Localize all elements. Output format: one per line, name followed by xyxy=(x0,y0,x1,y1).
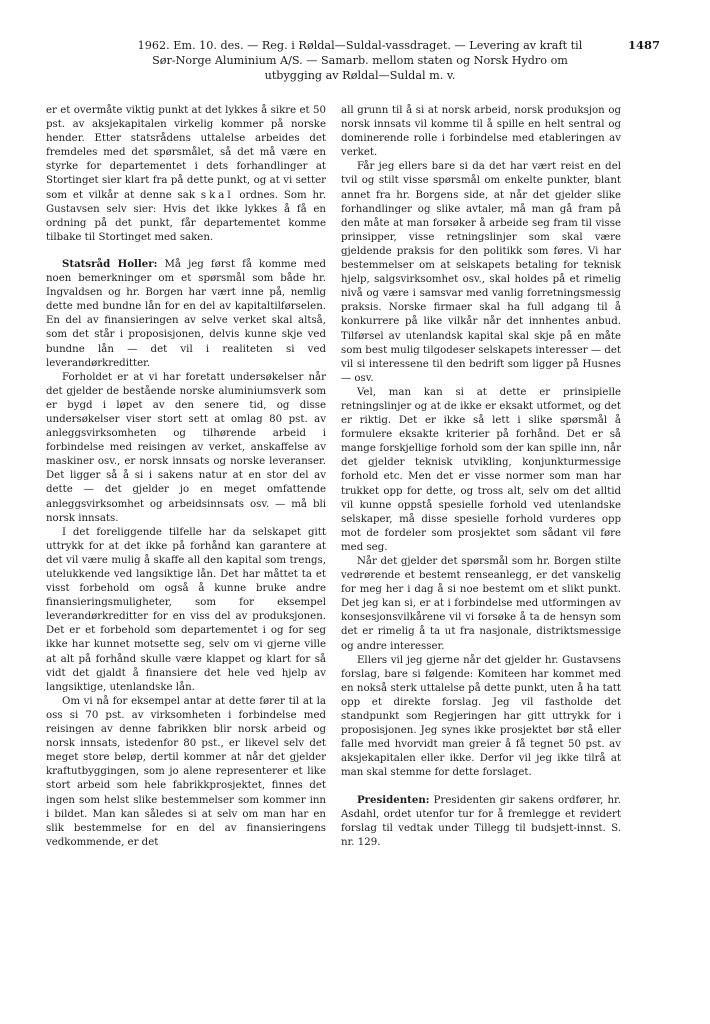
paragraph: Ellers vil jeg gjerne når det gjelder hr. Gustavsens forslag, bare si følgende: Komiteen har kommet med en nokså sterk uttalelse på dette punkt, uten å ha tatt opp et direkte forslag. Jeg vil fastholde det standpunkt som Regjeringen har gitt uttrykk for i proposisjonen. Jeg synes ikke prosjektet bør stå eller falle med hvorvidt man greier å få tegnet 50 pst. av aksjekapitalen eller ikke. Derfor vil jeg ikke tilrå at man skal stemme for dette forslaget. xyxy=(341,654,621,779)
paragraph: Får jeg ellers bare si da det har vært reist en del tvil og stilt visse spørsmål om enkelte punkter, blant annet fra hr. Borgens side, at når det gjelder slike forhandlinger og slike avtaler, må man gå fram på den måte at man forsøker å arbeide seg fram til visse prinsipper, visse retningslinjer som skal være gjeldende praksis for den politikk som føres. Vi har bestemmelser om at selskapets betaling for teknisk hjelp, salgsvirksomhet osv., skal holdes på et rimelig nivå og være i samsvar med vanlig forretningsmessig praksis. Norske firmaer skal ha full adgang til å konkurrere på like vilkår når det innhentes anbud. Tilførsel av utenlandsk kapital skal skje på en måte som best mulig tilgodeser selskapets interesser — det vil si interessene til den bedrift som ligger på Husnes — osv. xyxy=(341,161,621,384)
header-line-1: 1962. Em. 10. des. — Reg. i Røldal—Suldal-vassdraget. — Levering av kraft til xyxy=(137,39,583,52)
page-number: 1487 xyxy=(627,38,660,52)
paragraph: Om vi nå for eksempel antar at dette fører til at la oss si 70 pst. av virksomheten i forbindelse med reisingen av denne fabrikken blir norsk arbeid og norsk innsats, istedenfor 80 pst., er likevel selv det meget store beløp, dertil kommer at når det gjelder kraftutbyggingen, som jo alene representerer et like stort arbeid som hele fabrikkprosjektet, finnes det ingen som helst slike bestemmelser som kommer inn i bildet. Man kan således si at selv om man har en slik bestemmelse for en del av finansieringens vedkommende, er det xyxy=(46,695,326,848)
header-line-3: utbygging av Røldal—Suldal m. v. xyxy=(264,69,456,82)
paragraph xyxy=(46,104,326,245)
header-line-2: Sør-Norge Aluminium A/S. — Samarb. mellom staten og Norsk Hydro om xyxy=(152,54,568,67)
paragraph-text: Må jeg først få komme med noen bemerkninger om et spørsmål som både hr. Ingvaldsen og hr. Borgen har vært inne på, nemlig dette med bundne lån for en del av kapitaltilførselen. En del av finansieringen av selve verket skal altså, som det står i proposisjonen, delvis kunne skje ved bundne lån — det vil i realiteten si ved leverandørkreditter. xyxy=(46,258,326,369)
emphasized-word: skal xyxy=(200,189,234,201)
speaker-name: Statsråd Holler: xyxy=(62,257,158,270)
paragraph: Forholdet er at vi har foretatt undersøkelser når det gjelder de bestående norske aluminiumsverk som er bygd i løpet av den senere tid, og disse undersøkelser viser stort sett at omlag 80 pst. av anleggsvirksomheten og tilhørende arbeid i forbindelse med reisingen av verket, anskaffelse av maskiner osv., er norsk innsats og norske leveranser. Det ligger så å si i sakens natur at en stor del av dette — det gjelder jo en meget omfattende anleggsvirksomhet og arbeidsinnsats osv. — må bli norsk innsats. xyxy=(46,371,326,524)
right-column xyxy=(341,104,621,850)
paragraph-text: er et overmåte viktig punkt at det lykkes å sikre et 50 pst. av aksjekapitalen virkelig kommer på norske hender. Etter statsrådens uttalelse arbeides det fremdeles med det spørsmålet, så det må være en styrke for departementet i dets forhandlinger at Stortinget sier klart fra på dette punkt, og at vi setter som et vilkår at denne sak xyxy=(46,105,326,201)
paragraph xyxy=(341,793,621,850)
paragraph-text: ordnes. Som hr. Gustavsen selv sier: Hvis det ikke lykkes å få en ordning på det punkt, får departementet komme tilbake til Stortinget med saken. xyxy=(46,189,326,243)
paragraph: I det foreliggende tilfelle har da selskapet gitt uttrykk for at det ikke på forhånd kan garantere at det vil være mulig å skaffe all den kapital som trengs, utelukkende ved langsiktige lån. Det har måttet ta et visst forbehold om også å kunne bruke andre finansieringsmuligheter, som for eksempel leverandørkreditter for en viss del av produksjonen. Det er et forbehold som departementet i og for seg ikke har kunnet motsette seg, selv om vi gjerne ville at alt på forhånd skulle være klappet og klart for så vidt det gjaldt å finansiere det hele ved hjelp av langsiktige, utenlandske lån. xyxy=(46,526,326,693)
paragraph: Når det gjelder det spørsmål som hr. Borgen stilte vedrørende et bestemt renseanlegg, er det vanskelig for meg her i dag å si noe bestemt om et slikt punkt. Det jeg kan si, er at i forbindelse med utformingen av konsesjonsvilkårene vil vi forsøke å ta de hensyn som det er rimelig å ta ut fra nasjonale, distriktsmessige og andre interesser. xyxy=(341,556,621,652)
page-header xyxy=(60,38,660,83)
paragraph: all grunn til å si at norsk arbeid, norsk produksjon og norsk innsats vil komme til å spille en helt sentral og dominerende rolle i forbindelse med etableringen av verket. xyxy=(341,105,621,159)
speaker-name: Presidenten: xyxy=(357,793,430,806)
paragraph-text: Presidenten gir sakens ordfører, hr. Asdahl, ordet utenfor tur for å fremlegge et revidert forslag til vedtak under Tillegg til budsjett-innst. S. nr. 129. xyxy=(341,794,621,848)
paragraph: Vel, man kan si at dette er prinsipielle retningslinjer og at de ikke er eksakt utformet, og det er riktig. Det er ikke så lett i slike spørsmål å formulere eksakte kriterier på forhånd. Det er så mange forskjellige forhold som der kan spille inn, når det gjelder teknisk utvikling, konjunkturmessige forhold etc. Men det er visse normer som man har trukket opp for dette, og tross alt, selv om det alltid vil kunne oppstå spesielle forhold ved utenlandske selskaper, må disse spesielle forhold vurderes opp mot de fordeler som prosjektet som sådant vil føre med seg. xyxy=(341,386,621,553)
left-column xyxy=(46,104,326,850)
paragraph xyxy=(46,257,326,371)
